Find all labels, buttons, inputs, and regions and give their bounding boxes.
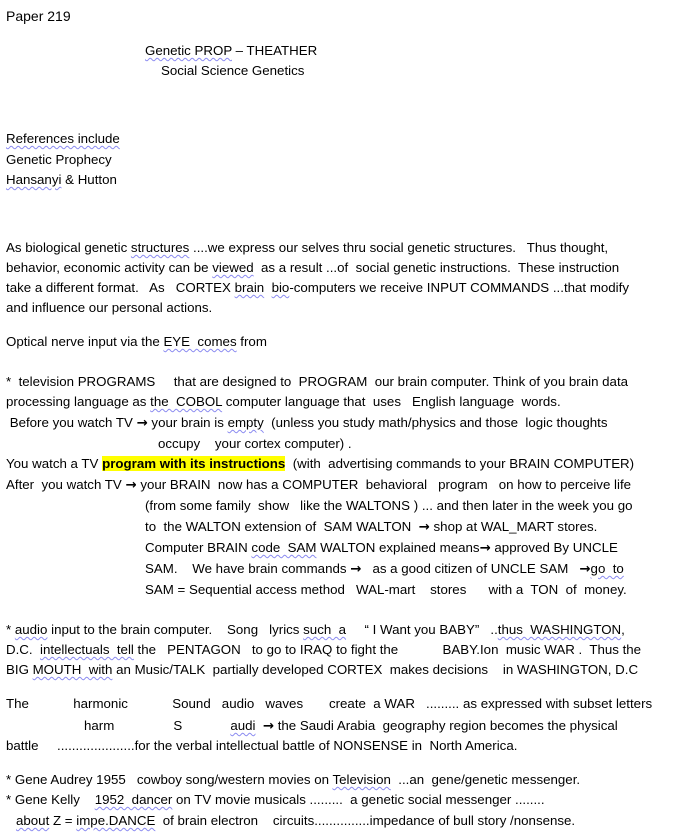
text-run: “ I Want you BABY” .. [346, 622, 498, 637]
text-run: -computers we receive INPUT COMMANDS ...that modify [289, 280, 629, 295]
text-run: the PENTAGON to go to IRAQ to fight the BABY.Ion music WAR . Thus the [133, 642, 642, 657]
text-run: computer language that uses English language words. [222, 394, 561, 409]
text-run: SAM. We have brain commands [145, 561, 351, 576]
text-run: shop at WAL_MART stores. [429, 519, 598, 534]
text-run: about [16, 813, 50, 828]
reference-item [6, 172, 117, 188]
text-run: Television [332, 772, 391, 787]
text-run: as a result ...of social genetic instructions. These instruction [253, 260, 620, 275]
highlighted-text: program with its instructions [102, 456, 286, 471]
arrow-icon: → [136, 416, 148, 431]
text-run: your BRAIN now has a COMPUTER behavioral program on how to perceive life [136, 477, 632, 492]
text-run: Z = [49, 813, 77, 828]
text-run: – THEATHER [231, 43, 318, 58]
paragraph-line [145, 519, 597, 536]
text-run: Genetic PROP [145, 43, 232, 58]
text-run: Optical nerve input via the [6, 334, 164, 349]
text-run: take a different format. As CORTEX [6, 280, 235, 295]
text-run: an Music/TALK partially developed CORTEX makes decisions in WASHINGTON, D.C [112, 662, 639, 677]
paragraph-line [6, 772, 580, 788]
text-run: harm S [84, 718, 231, 733]
text-run: As biological genetic [6, 240, 131, 255]
text-run: MOUTH with [32, 662, 113, 677]
text-run: from [236, 334, 267, 349]
title-line-1 [145, 43, 317, 59]
paragraph-line [145, 561, 624, 578]
text-run: to the WALTON extension of SAM WALTON [145, 519, 419, 534]
text-run: * Gene Kelly [6, 792, 95, 807]
text-run: such a [303, 622, 347, 637]
text-run: the Saudi Arabia geography region becomes the physical [274, 718, 618, 733]
paragraph-line: SAM = Sequential access method WAL-mart stores with a TON of money. [145, 582, 627, 597]
text-run: empty [227, 415, 264, 430]
text-run: of brain electron circuits...............impedance of bull story /nonsense. [155, 813, 576, 828]
paragraph-line [6, 260, 619, 276]
text-run [264, 280, 271, 295]
arrow-icon: → [262, 719, 274, 734]
text-run: audio [14, 622, 48, 637]
text-run: WALTON explained means [316, 540, 480, 555]
paragraph-line [6, 642, 641, 658]
arrow-icon: → [125, 478, 137, 493]
text-run: * [6, 622, 15, 637]
text-run: Computer BRAIN [145, 540, 252, 555]
paragraph-line [6, 240, 608, 256]
text-run: ...an gene/genetic messenger. [390, 772, 581, 787]
text-run [255, 718, 262, 733]
text-run: (unless you study math/physics and those logic thoughts [263, 415, 608, 430]
paragraph-line: * television PROGRAMS that are designed to PROGRAM our brain computer. Think of you brain data [6, 374, 629, 389]
text-run: audi [230, 718, 256, 733]
text-run: (with advertising commands to your BRAIN COMPUTER) [285, 456, 635, 471]
text-run: BIG [6, 662, 33, 677]
text-run: go to [590, 561, 624, 576]
text-run: , [621, 622, 625, 637]
text-run: impe.DANCE [76, 813, 156, 828]
paper-label: Paper 219 [6, 8, 71, 24]
text-run: thus WASHINGTON [497, 622, 622, 637]
paragraph-line [84, 718, 618, 735]
text-run: behavior, economic activity can be [6, 260, 213, 275]
paragraph-line [6, 280, 629, 296]
text-run: your brain is [147, 415, 228, 430]
text-run: the COBOL [150, 394, 223, 409]
text-run: Hansanyi [6, 172, 62, 187]
paragraph-line [6, 394, 561, 410]
paragraph-line [6, 662, 638, 678]
text-run: You watch a TV [6, 456, 103, 471]
paragraph-line: occupy your cortex computer) . [158, 436, 352, 451]
paragraph-line [6, 622, 625, 638]
paragraph-line: and influence our personal actions. [6, 300, 213, 315]
arrow-icon: → [579, 562, 591, 577]
text-run: as a good citizen of UNCLE SAM [361, 561, 580, 576]
text-run: structures [130, 240, 190, 255]
text-run: bio [271, 280, 290, 295]
text-run: & Hutton [61, 172, 117, 187]
arrow-icon: → [479, 541, 491, 556]
text-run: input to the brain computer. Song lyrics [47, 622, 304, 637]
arrow-icon: → [350, 562, 362, 577]
paragraph-line [6, 334, 267, 350]
text-run: approved By UNCLE [490, 540, 618, 555]
text-run: After you watch TV [6, 477, 126, 492]
text-run: brain [234, 280, 265, 295]
paragraph-line [6, 477, 631, 494]
paragraph-line [6, 456, 634, 472]
paragraph-line: The harmonic Sound audio waves create a WAR ......... as expressed with subset letters [6, 696, 653, 711]
text-run: D.C. [6, 642, 40, 657]
text-run: ....we express our selves thru social genetic structures. Thus thought, [189, 240, 609, 255]
paragraph-line [6, 792, 545, 808]
paragraph-line: battle .....................for the verbal intellectual battle of NONSENSE in North America. [6, 738, 518, 753]
text-run: on TV movie musicals ......... a genetic social messenger ........ [172, 792, 545, 807]
text-run: 1952 dancer [94, 792, 173, 807]
title-line-2: Social Science Genetics [161, 63, 305, 78]
text-run: * Gene Audrey 1955 cowboy song/western movies on [6, 772, 333, 787]
arrow-icon: → [418, 520, 430, 535]
paragraph-line [145, 540, 618, 557]
text-run: viewed [212, 260, 254, 275]
paragraph-line: (from some family show like the WALTONS ) ... and then later in the week you go [145, 498, 633, 513]
text-run: intellectuals tell [39, 642, 134, 657]
text-run: EYE comes [163, 334, 237, 349]
references-heading: References include [6, 131, 120, 146]
text-run: Before you watch TV [6, 415, 137, 430]
paragraph-line [16, 813, 575, 829]
paragraph-line [6, 415, 607, 432]
reference-item: Genetic Prophecy [6, 152, 112, 167]
text-run: processing language as [6, 394, 151, 409]
text-run: code SAM [251, 540, 317, 555]
